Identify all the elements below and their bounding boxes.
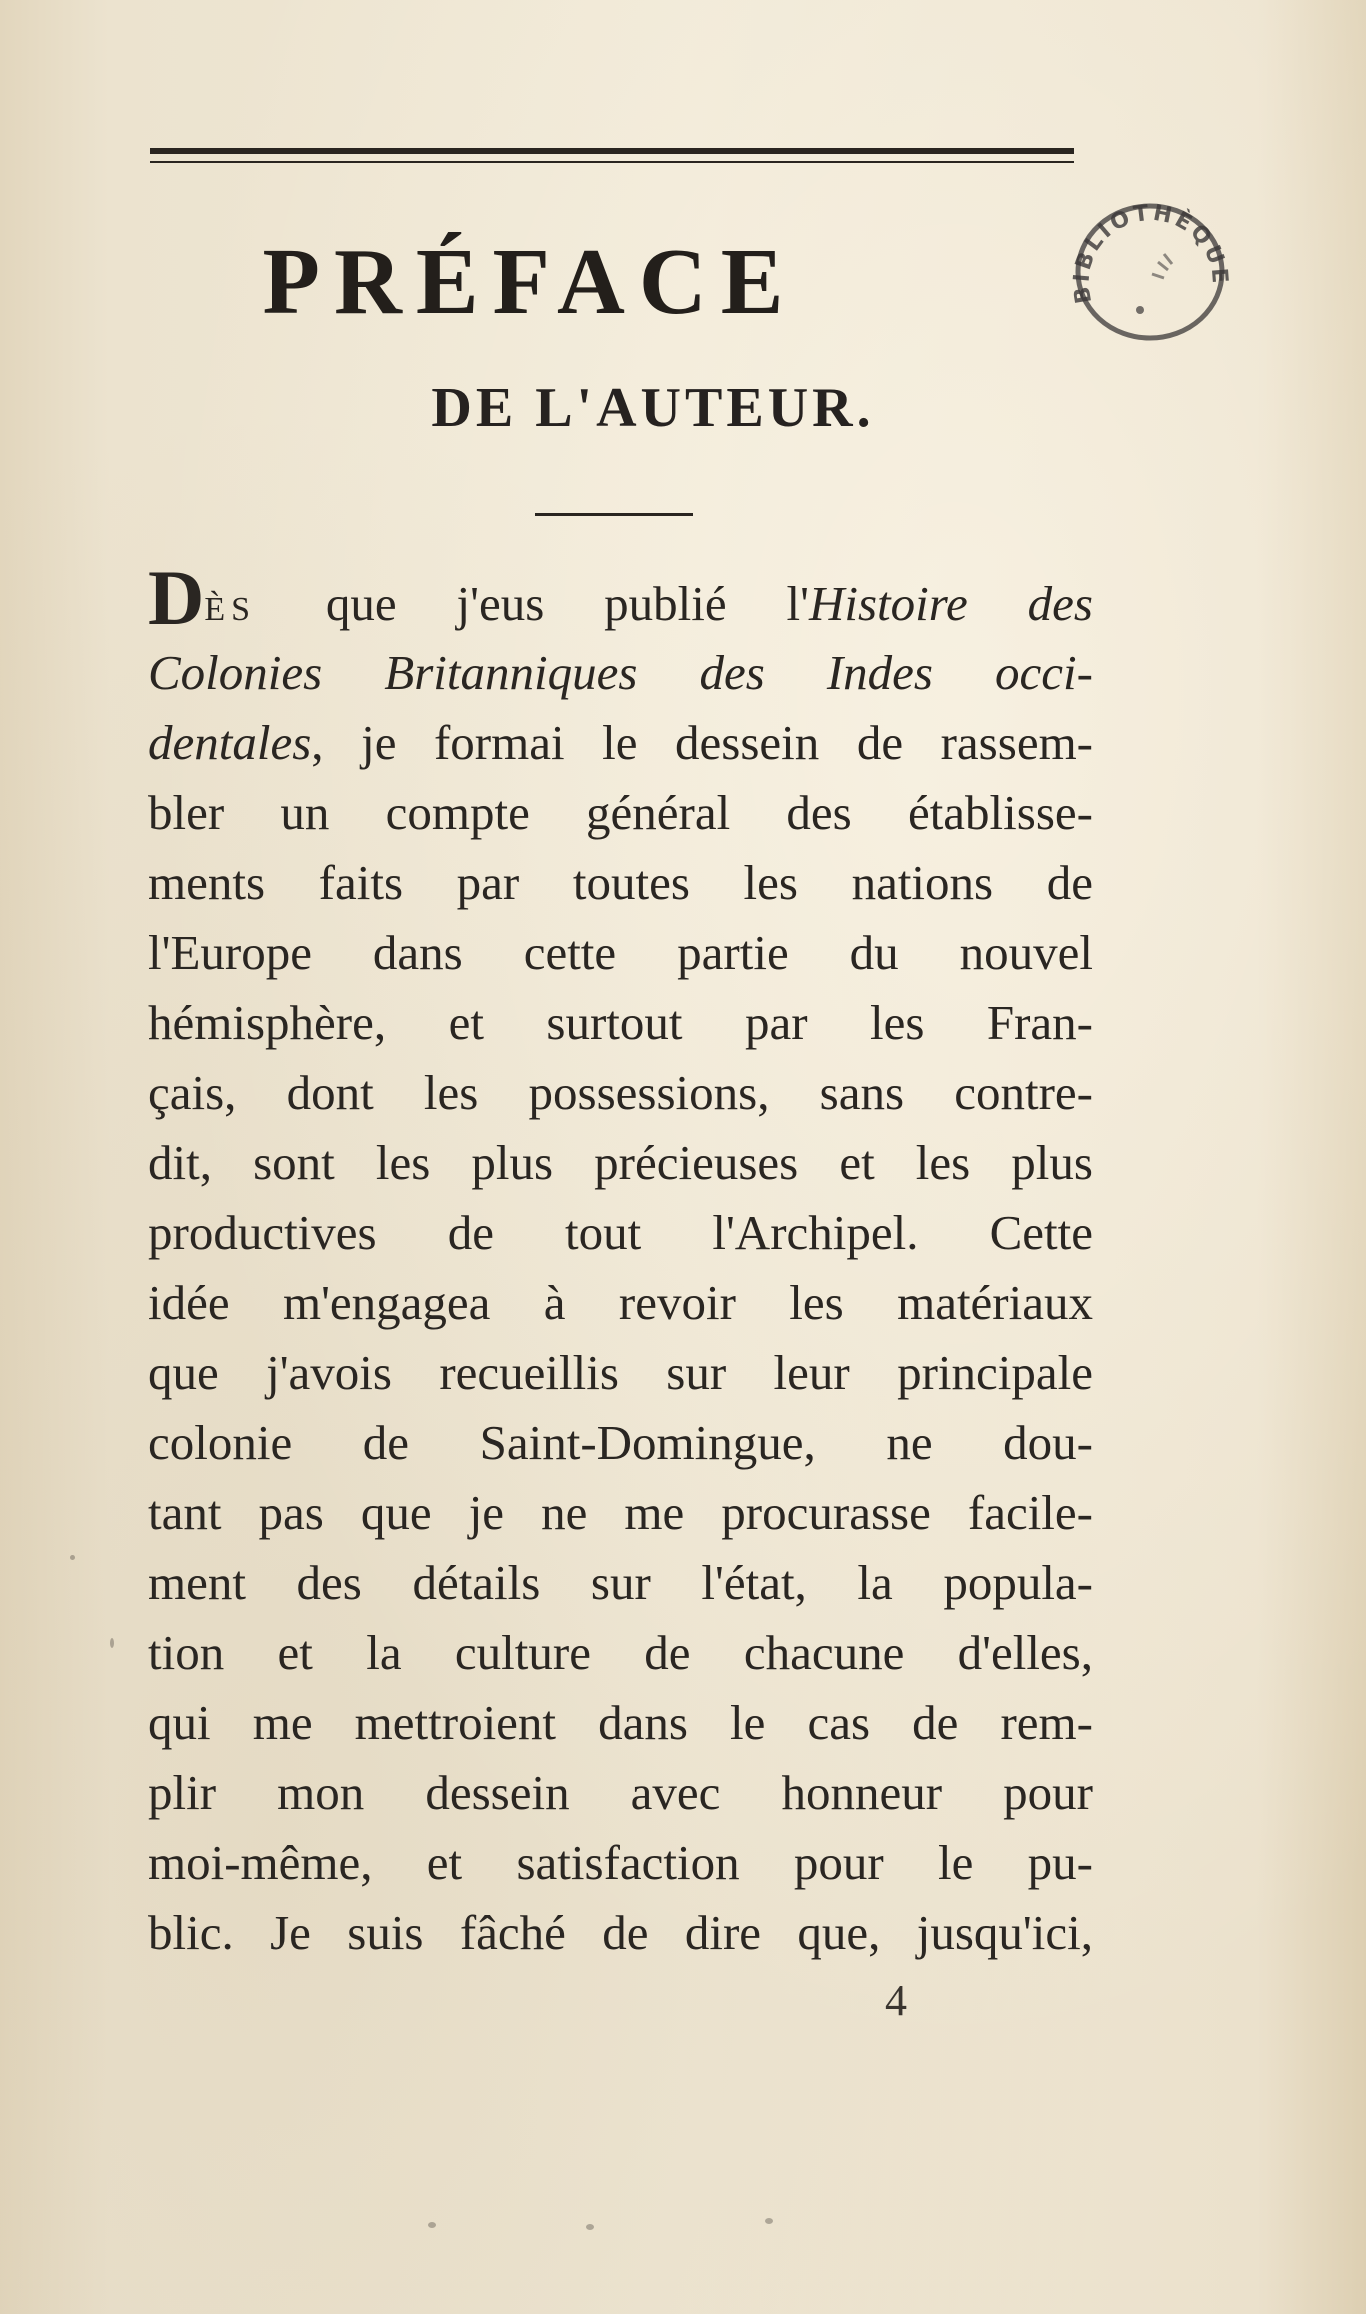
drop-cap-rest: ÈS	[204, 591, 257, 628]
text-line: moi-même, et satisfaction pour le pu-	[148, 1835, 1093, 1890]
text-line: çais, dont les possessions, sans contre-	[148, 1065, 1093, 1120]
text-line: colonie de Saint-Domingue, ne dou-	[148, 1415, 1093, 1470]
text-line: DÈS que j'eus publié l'Histoire des	[148, 554, 1093, 641]
preface-subtitle: DE L'AUTEUR.	[431, 377, 875, 439]
text-line: dentales, je formai le dessein de rassem-	[148, 715, 1093, 770]
text-line: productives de tout l'Archipel. Cette	[148, 1205, 1093, 1260]
top-thin-rule	[150, 161, 1074, 163]
text-line: ments faits par toutes les nations de	[148, 855, 1093, 910]
text-line: que j'avois recueillis sur leur principale	[148, 1345, 1093, 1400]
text-line: l'Europe dans cette partie du nouvel	[148, 925, 1093, 980]
text-line: qui me mettroient dans le cas de rem-	[148, 1695, 1093, 1750]
text-line: dit, sont les plus précieuses et les plus	[148, 1135, 1093, 1190]
text-line: tant pas que je ne me procurasse facile-	[148, 1485, 1093, 1540]
text-line: hémisphère, et surtout par les Fran-	[148, 995, 1093, 1050]
preface-title: PRÉFACE	[262, 230, 798, 334]
text-line: blic. Je suis fâché de dire que, jusqu'ici,	[148, 1905, 1093, 1960]
text-line: bler un compte général des établisse-	[148, 785, 1093, 840]
text-line: Colonies Britanniques des Indes occi-	[148, 645, 1093, 700]
text-line: plir mon dessein avec honneur pour	[148, 1765, 1093, 1820]
library-stamp-icon	[1062, 192, 1232, 350]
preface-body	[148, 554, 1093, 1968]
text-line: idée m'engagea à revoir les matériaux	[148, 1275, 1093, 1330]
top-thick-rule	[150, 148, 1074, 154]
svg-text:BIBLIOTHÈQUE: BIBLIOTHÈQUE	[1069, 200, 1232, 306]
ornament-rule	[535, 513, 693, 516]
text-line: ment des détails sur l'état, la popula-	[148, 1555, 1093, 1610]
drop-cap: D	[148, 554, 205, 641]
signature-mark: 4	[885, 1976, 907, 2025]
text-line: tion et la culture de chacune d'elles,	[148, 1625, 1093, 1680]
